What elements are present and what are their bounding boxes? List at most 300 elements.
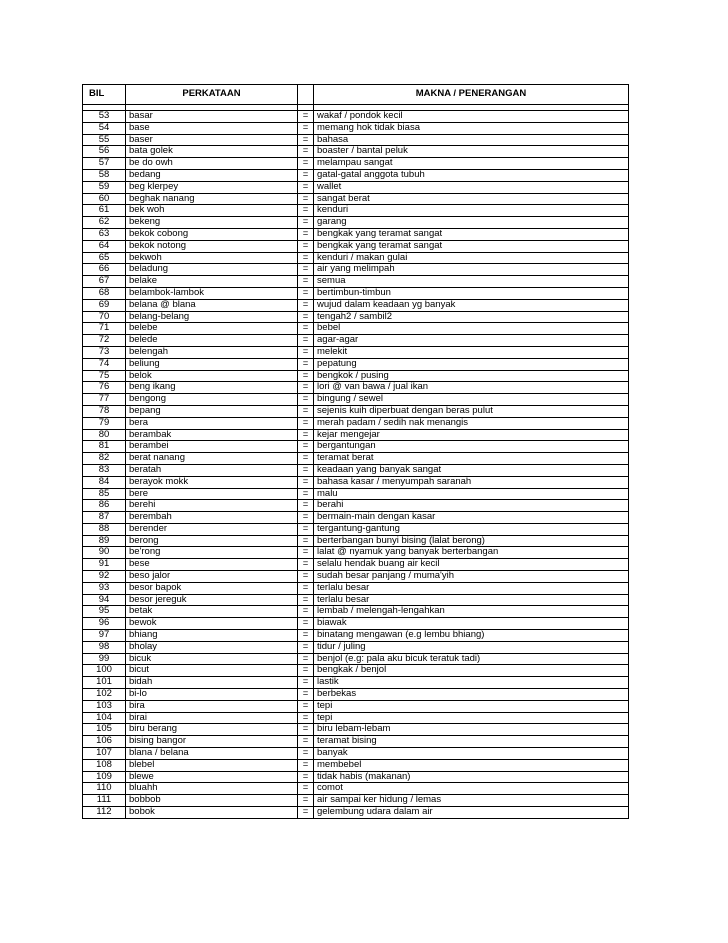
table-row	[83, 228, 629, 240]
row-word: bewok	[126, 618, 298, 630]
row-meaning: membebel	[314, 759, 629, 771]
row-meaning: tengah2 / sambil2	[314, 311, 629, 323]
row-word: beso jalor	[126, 571, 298, 583]
table-row	[83, 500, 629, 512]
table-row	[83, 181, 629, 193]
table-row	[83, 240, 629, 252]
row-meaning: melekit	[314, 346, 629, 358]
table-row	[83, 665, 629, 677]
row-word: belambok-lambok	[126, 287, 298, 299]
row-word: bek woh	[126, 205, 298, 217]
row-meaning: sejenis kuih diperbuat dengan beras pulut	[314, 405, 629, 417]
row-equals-sign: =	[298, 512, 314, 524]
row-meaning: tepi	[314, 712, 629, 724]
table-row	[83, 689, 629, 701]
table-row	[83, 571, 629, 583]
table-row	[83, 193, 629, 205]
row-meaning: memang hok tidak biasa	[314, 122, 629, 134]
table-row	[83, 653, 629, 665]
table-row	[83, 405, 629, 417]
row-number: 107	[83, 748, 126, 760]
row-meaning: bahasa	[314, 134, 629, 146]
table-row	[83, 205, 629, 217]
row-number: 104	[83, 712, 126, 724]
row-number: 76	[83, 382, 126, 394]
row-word: bese	[126, 559, 298, 571]
row-number: 64	[83, 240, 126, 252]
row-number: 79	[83, 417, 126, 429]
table-row	[83, 488, 629, 500]
row-number: 112	[83, 807, 126, 819]
row-meaning: bengkok / pusing	[314, 370, 629, 382]
row-meaning: bengkak yang teramat sangat	[314, 240, 629, 252]
row-equals-sign: =	[298, 394, 314, 406]
table-row	[83, 582, 629, 594]
table-row	[83, 453, 629, 465]
row-meaning: terlalu besar	[314, 582, 629, 594]
row-number: 83	[83, 464, 126, 476]
row-number: 96	[83, 618, 126, 630]
row-number: 81	[83, 441, 126, 453]
table-row	[83, 111, 629, 123]
row-equals-sign: =	[298, 582, 314, 594]
row-number: 100	[83, 665, 126, 677]
row-word: berat nanang	[126, 453, 298, 465]
row-meaning: biawak	[314, 618, 629, 630]
row-meaning: bebel	[314, 323, 629, 335]
row-word: berehi	[126, 500, 298, 512]
row-number: 54	[83, 122, 126, 134]
row-equals-sign: =	[298, 665, 314, 677]
row-equals-sign: =	[298, 724, 314, 736]
row-word: berambak	[126, 429, 298, 441]
table-row	[83, 323, 629, 335]
row-number: 108	[83, 759, 126, 771]
row-meaning: bengkak / benjol	[314, 665, 629, 677]
row-meaning: gelembung udara dalam air	[314, 807, 629, 819]
table-row	[83, 217, 629, 229]
table-row	[83, 287, 629, 299]
row-meaning: sangat berat	[314, 193, 629, 205]
row-word: basar	[126, 111, 298, 123]
row-word: base	[126, 122, 298, 134]
row-word: bhiang	[126, 630, 298, 642]
row-number: 101	[83, 677, 126, 689]
table-row	[83, 559, 629, 571]
row-number: 95	[83, 606, 126, 618]
table-row	[83, 783, 629, 795]
table-row	[83, 158, 629, 170]
row-number: 82	[83, 453, 126, 465]
row-word: beg klerpey	[126, 181, 298, 193]
row-meaning: comot	[314, 783, 629, 795]
row-meaning: lastik	[314, 677, 629, 689]
table-row	[83, 523, 629, 535]
row-equals-sign: =	[298, 677, 314, 689]
row-number: 94	[83, 594, 126, 606]
table-row	[83, 759, 629, 771]
row-meaning: bergantungan	[314, 441, 629, 453]
row-word: berender	[126, 523, 298, 535]
row-meaning: kenduri / makan gulai	[314, 252, 629, 264]
row-word: bira	[126, 700, 298, 712]
table-row	[83, 535, 629, 547]
row-number: 59	[83, 181, 126, 193]
table-row	[83, 677, 629, 689]
row-number: 92	[83, 571, 126, 583]
row-equals-sign: =	[298, 181, 314, 193]
row-number: 57	[83, 158, 126, 170]
row-equals-sign: =	[298, 287, 314, 299]
row-equals-sign: =	[298, 795, 314, 807]
row-equals-sign: =	[298, 547, 314, 559]
row-word: beng ikang	[126, 382, 298, 394]
row-word: beghak nanang	[126, 193, 298, 205]
row-meaning: lori @ van bawa / jual ikan	[314, 382, 629, 394]
row-equals-sign: =	[298, 417, 314, 429]
table-row	[83, 724, 629, 736]
row-word: berong	[126, 535, 298, 547]
row-number: 88	[83, 523, 126, 535]
row-number: 86	[83, 500, 126, 512]
row-equals-sign: =	[298, 382, 314, 394]
table-row	[83, 346, 629, 358]
row-word: blebel	[126, 759, 298, 771]
row-meaning: garang	[314, 217, 629, 229]
table-row	[83, 712, 629, 724]
row-equals-sign: =	[298, 441, 314, 453]
table-row	[83, 547, 629, 559]
table-row	[83, 134, 629, 146]
table-row	[83, 311, 629, 323]
row-word: be'rong	[126, 547, 298, 559]
row-equals-sign: =	[298, 464, 314, 476]
row-word: bekeng	[126, 217, 298, 229]
row-equals-sign: =	[298, 783, 314, 795]
table-row	[83, 630, 629, 642]
row-meaning: binatang mengawan (e.g lembu bhiang)	[314, 630, 629, 642]
row-meaning: merah padam / sedih nak menangis	[314, 417, 629, 429]
row-equals-sign: =	[298, 689, 314, 701]
row-meaning: terlalu besar	[314, 594, 629, 606]
table-row	[83, 476, 629, 488]
row-meaning: berahi	[314, 500, 629, 512]
row-meaning: sudah besar panjang / muma'yih	[314, 571, 629, 583]
row-meaning: tidak habis (makanan)	[314, 771, 629, 783]
row-number: 110	[83, 783, 126, 795]
row-number: 103	[83, 700, 126, 712]
row-number: 91	[83, 559, 126, 571]
row-equals-sign: =	[298, 276, 314, 288]
table-row	[83, 429, 629, 441]
row-number: 68	[83, 287, 126, 299]
row-equals-sign: =	[298, 500, 314, 512]
row-word: birai	[126, 712, 298, 724]
row-number: 60	[83, 193, 126, 205]
row-equals-sign: =	[298, 759, 314, 771]
row-equals-sign: =	[298, 429, 314, 441]
row-meaning: berterbangan bunyi bising (lalat berong)	[314, 535, 629, 547]
row-meaning: keadaan yang banyak sangat	[314, 464, 629, 476]
header-spacer	[298, 85, 314, 105]
row-equals-sign: =	[298, 618, 314, 630]
row-word: belang-belang	[126, 311, 298, 323]
row-word: besor jereguk	[126, 594, 298, 606]
row-meaning: air sampai ker hidung / lemas	[314, 795, 629, 807]
row-number: 111	[83, 795, 126, 807]
header-makna: MAKNA / PENERANGAN	[314, 85, 629, 105]
row-word: bidah	[126, 677, 298, 689]
table-row	[83, 441, 629, 453]
row-word: bobok	[126, 807, 298, 819]
row-number: 87	[83, 512, 126, 524]
row-meaning: teramat berat	[314, 453, 629, 465]
row-number: 65	[83, 252, 126, 264]
row-number: 56	[83, 146, 126, 158]
row-number: 77	[83, 394, 126, 406]
row-equals-sign: =	[298, 771, 314, 783]
table-row	[83, 335, 629, 347]
row-word: be do owh	[126, 158, 298, 170]
row-word: bi-lo	[126, 689, 298, 701]
row-meaning: wallet	[314, 181, 629, 193]
table-row	[83, 299, 629, 311]
row-number: 105	[83, 724, 126, 736]
row-word: bengong	[126, 394, 298, 406]
table-row	[83, 382, 629, 394]
row-equals-sign: =	[298, 571, 314, 583]
row-equals-sign: =	[298, 335, 314, 347]
row-word: blana / belana	[126, 748, 298, 760]
row-meaning: melampau sangat	[314, 158, 629, 170]
row-number: 69	[83, 299, 126, 311]
row-equals-sign: =	[298, 158, 314, 170]
row-equals-sign: =	[298, 370, 314, 382]
row-word: blewe	[126, 771, 298, 783]
row-meaning: tepi	[314, 700, 629, 712]
row-number: 62	[83, 217, 126, 229]
row-meaning: biru lebam-lebam	[314, 724, 629, 736]
row-number: 99	[83, 653, 126, 665]
row-meaning: benjol (e.g: pala aku bicuk teratuk tadi)	[314, 653, 629, 665]
row-equals-sign: =	[298, 111, 314, 123]
table-row	[83, 252, 629, 264]
table-row	[83, 700, 629, 712]
row-word: berembah	[126, 512, 298, 524]
row-number: 89	[83, 535, 126, 547]
row-number: 78	[83, 405, 126, 417]
row-equals-sign: =	[298, 240, 314, 252]
row-number: 61	[83, 205, 126, 217]
row-word: berambei	[126, 441, 298, 453]
row-equals-sign: =	[298, 205, 314, 217]
row-number: 67	[83, 276, 126, 288]
row-word: bholay	[126, 641, 298, 653]
table-row	[83, 276, 629, 288]
row-equals-sign: =	[298, 559, 314, 571]
dictionary-table	[82, 84, 629, 819]
row-number: 63	[83, 228, 126, 240]
table-row	[83, 618, 629, 630]
row-meaning: berbekas	[314, 689, 629, 701]
row-equals-sign: =	[298, 358, 314, 370]
row-word: belengah	[126, 346, 298, 358]
row-equals-sign: =	[298, 453, 314, 465]
row-equals-sign: =	[298, 264, 314, 276]
row-word: berayok mokk	[126, 476, 298, 488]
table-row	[83, 606, 629, 618]
row-equals-sign: =	[298, 807, 314, 819]
row-meaning: boaster / bantal peluk	[314, 146, 629, 158]
header-row	[83, 85, 629, 105]
header-perkataan: PERKATAAN	[126, 85, 298, 105]
row-number: 53	[83, 111, 126, 123]
row-equals-sign: =	[298, 346, 314, 358]
row-meaning: bertimbun-timbun	[314, 287, 629, 299]
row-number: 73	[83, 346, 126, 358]
row-meaning: bingung / sewel	[314, 394, 629, 406]
row-meaning: air yang melimpah	[314, 264, 629, 276]
row-equals-sign: =	[298, 405, 314, 417]
dictionary-sheet	[82, 84, 628, 819]
row-number: 55	[83, 134, 126, 146]
row-number: 85	[83, 488, 126, 500]
row-number: 75	[83, 370, 126, 382]
row-equals-sign: =	[298, 299, 314, 311]
table-row	[83, 748, 629, 760]
table-row	[83, 594, 629, 606]
row-equals-sign: =	[298, 146, 314, 158]
row-meaning: kenduri	[314, 205, 629, 217]
row-word: bising bangor	[126, 736, 298, 748]
row-meaning: selalu hendak buang air kecil	[314, 559, 629, 571]
row-number: 74	[83, 358, 126, 370]
row-meaning: agar-agar	[314, 335, 629, 347]
row-number: 109	[83, 771, 126, 783]
row-meaning: wakaf / pondok kecil	[314, 111, 629, 123]
row-number: 72	[83, 335, 126, 347]
row-number: 98	[83, 641, 126, 653]
table-row	[83, 464, 629, 476]
row-equals-sign: =	[298, 736, 314, 748]
row-word: belede	[126, 335, 298, 347]
table-row	[83, 736, 629, 748]
row-equals-sign: =	[298, 488, 314, 500]
table-row	[83, 512, 629, 524]
row-word: bata golek	[126, 146, 298, 158]
row-word: bera	[126, 417, 298, 429]
row-equals-sign: =	[298, 217, 314, 229]
row-meaning: tergantung-gantung	[314, 523, 629, 535]
row-equals-sign: =	[298, 641, 314, 653]
row-word: bere	[126, 488, 298, 500]
row-number: 93	[83, 582, 126, 594]
table-body	[83, 105, 629, 819]
row-meaning: pepatung	[314, 358, 629, 370]
row-meaning: wujud dalam keadaan yg banyak	[314, 299, 629, 311]
row-equals-sign: =	[298, 700, 314, 712]
row-word: bedang	[126, 169, 298, 181]
row-meaning: teramat bising	[314, 736, 629, 748]
table-row	[83, 146, 629, 158]
row-word: beratah	[126, 464, 298, 476]
row-equals-sign: =	[298, 535, 314, 547]
row-meaning: malu	[314, 488, 629, 500]
row-number: 97	[83, 630, 126, 642]
row-meaning: tidur / juling	[314, 641, 629, 653]
row-equals-sign: =	[298, 122, 314, 134]
row-meaning: semua	[314, 276, 629, 288]
header-bil: BIL	[83, 85, 126, 105]
table-row	[83, 264, 629, 276]
table-row	[83, 807, 629, 819]
table-row	[83, 771, 629, 783]
row-word: belok	[126, 370, 298, 382]
row-meaning: banyak	[314, 748, 629, 760]
row-word: besor bapok	[126, 582, 298, 594]
row-word: bicut	[126, 665, 298, 677]
table-row	[83, 417, 629, 429]
row-number: 106	[83, 736, 126, 748]
table-row	[83, 795, 629, 807]
row-number: 80	[83, 429, 126, 441]
row-meaning: bermain-main dengan kasar	[314, 512, 629, 524]
row-equals-sign: =	[298, 748, 314, 760]
row-number: 58	[83, 169, 126, 181]
row-equals-sign: =	[298, 252, 314, 264]
row-equals-sign: =	[298, 653, 314, 665]
row-word: bekok cobong	[126, 228, 298, 240]
row-meaning: gatal-gatal anggota tubuh	[314, 169, 629, 181]
row-word: bicuk	[126, 653, 298, 665]
row-number: 70	[83, 311, 126, 323]
row-meaning: lalat @ nyamuk yang banyak berterbangan	[314, 547, 629, 559]
row-word: beliung	[126, 358, 298, 370]
row-meaning: kejar mengejar	[314, 429, 629, 441]
row-equals-sign: =	[298, 523, 314, 535]
row-word: betak	[126, 606, 298, 618]
table-row	[83, 394, 629, 406]
row-word: belebe	[126, 323, 298, 335]
row-equals-sign: =	[298, 476, 314, 488]
row-equals-sign: =	[298, 594, 314, 606]
table-row	[83, 370, 629, 382]
row-word: beladung	[126, 264, 298, 276]
row-meaning: bengkak yang teramat sangat	[314, 228, 629, 240]
row-meaning: bahasa kasar / menyumpah saranah	[314, 476, 629, 488]
row-word: belake	[126, 276, 298, 288]
row-word: bobbob	[126, 795, 298, 807]
row-number: 102	[83, 689, 126, 701]
row-word: bluahh	[126, 783, 298, 795]
row-equals-sign: =	[298, 323, 314, 335]
row-number: 66	[83, 264, 126, 276]
row-number: 71	[83, 323, 126, 335]
row-equals-sign: =	[298, 630, 314, 642]
row-equals-sign: =	[298, 193, 314, 205]
row-word: bepang	[126, 405, 298, 417]
table-row	[83, 169, 629, 181]
row-equals-sign: =	[298, 712, 314, 724]
row-equals-sign: =	[298, 228, 314, 240]
row-number: 84	[83, 476, 126, 488]
row-word: baser	[126, 134, 298, 146]
row-meaning: lembab / melengah-lengahkan	[314, 606, 629, 618]
row-word: bekwoh	[126, 252, 298, 264]
table-row	[83, 641, 629, 653]
row-word: biru berang	[126, 724, 298, 736]
row-number: 90	[83, 547, 126, 559]
